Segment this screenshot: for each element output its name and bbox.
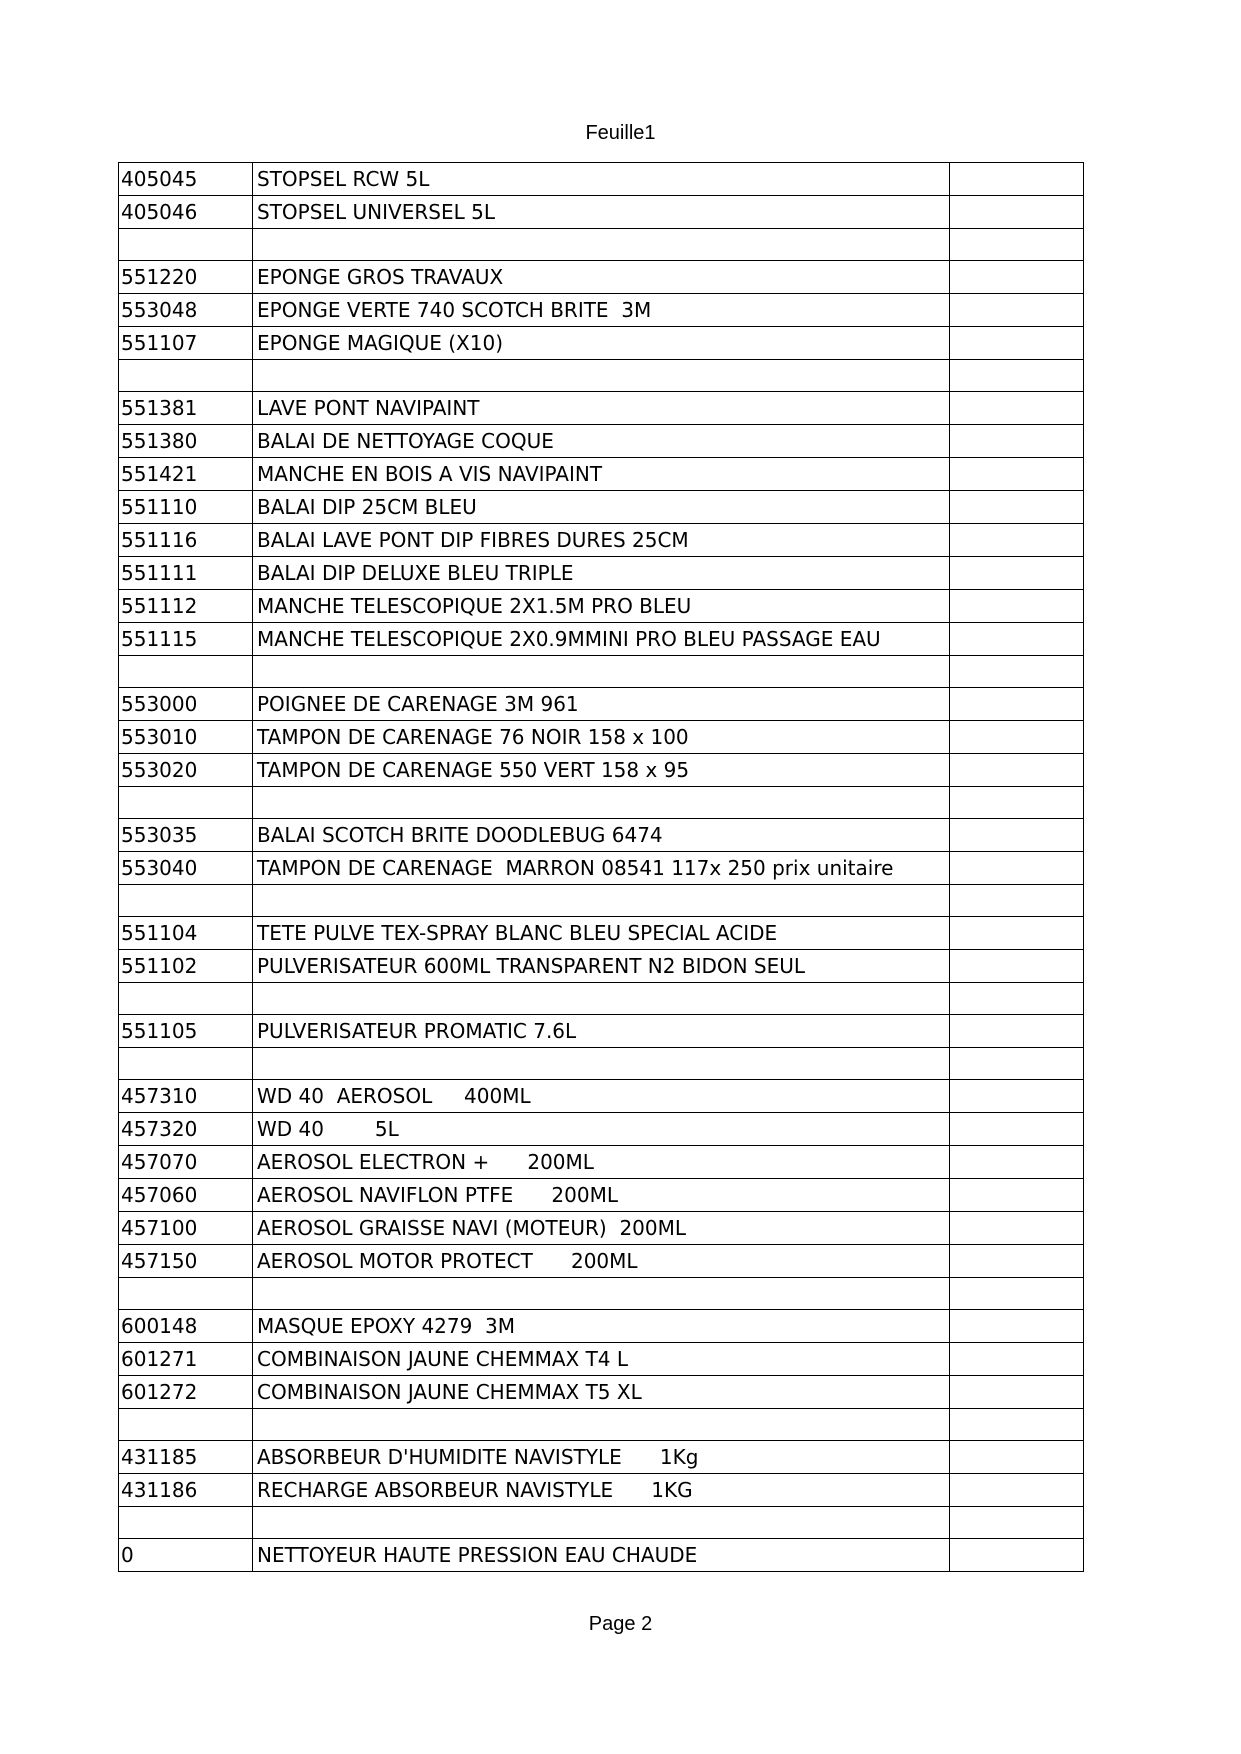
table-row bbox=[119, 1080, 1084, 1113]
product-description-cell: MANCHE TELESCOPIQUE 2X1.5M PRO BLEU bbox=[253, 590, 950, 623]
table-row bbox=[119, 261, 1084, 294]
product-code-cell: 551111 bbox=[119, 557, 253, 590]
product-description-cell: TAMPON DE CARENAGE 76 NOIR 158 x 100 bbox=[253, 721, 950, 754]
product-extra-cell bbox=[950, 163, 1084, 196]
product-description-cell: STOPSEL UNIVERSEL 5L bbox=[253, 196, 950, 229]
table-row bbox=[119, 196, 1084, 229]
product-description-cell bbox=[253, 983, 950, 1015]
product-description-cell: TAMPON DE CARENAGE 550 VERT 158 x 95 bbox=[253, 754, 950, 787]
table-row bbox=[119, 885, 1084, 917]
product-code-cell: 457310 bbox=[119, 1080, 253, 1113]
product-code-cell: 457150 bbox=[119, 1245, 253, 1278]
product-extra-cell bbox=[950, 327, 1084, 360]
product-code-cell: 405045 bbox=[119, 163, 253, 196]
product-extra-cell bbox=[950, 623, 1084, 656]
table-row bbox=[119, 458, 1084, 491]
table-row bbox=[119, 590, 1084, 623]
table-row bbox=[119, 1015, 1084, 1048]
product-description-cell: WD 40 5L bbox=[253, 1113, 950, 1146]
product-extra-cell bbox=[950, 1474, 1084, 1507]
product-extra-cell bbox=[950, 754, 1084, 787]
product-extra-cell bbox=[950, 1441, 1084, 1474]
product-extra-cell bbox=[950, 950, 1084, 983]
sheet-title: Feuille1 bbox=[585, 122, 656, 144]
table-row bbox=[119, 950, 1084, 983]
product-description-cell: BALAI LAVE PONT DIP FIBRES DURES 25CM bbox=[253, 524, 950, 557]
product-code-cell: 551104 bbox=[119, 917, 253, 950]
product-extra-cell bbox=[950, 196, 1084, 229]
table-row bbox=[119, 1441, 1084, 1474]
product-code-cell: 457320 bbox=[119, 1113, 253, 1146]
product-description-cell: POIGNEE DE CARENAGE 3M 961 bbox=[253, 688, 950, 721]
product-extra-cell bbox=[950, 1245, 1084, 1278]
product-description-cell: AEROSOL NAVIFLON PTFE 200ML bbox=[253, 1179, 950, 1212]
product-code-cell: 551115 bbox=[119, 623, 253, 656]
table-row bbox=[119, 1507, 1084, 1539]
table-row bbox=[119, 1539, 1084, 1572]
product-table bbox=[118, 162, 1084, 1572]
table-row bbox=[119, 163, 1084, 196]
table-row bbox=[119, 852, 1084, 885]
product-code-cell: 405046 bbox=[119, 196, 253, 229]
product-description-cell: TAMPON DE CARENAGE MARRON 08541 117x 250 prix unitaire bbox=[253, 852, 950, 885]
product-extra-cell bbox=[950, 656, 1084, 688]
product-code-cell: 457060 bbox=[119, 1179, 253, 1212]
product-extra-cell bbox=[950, 1146, 1084, 1179]
product-code-cell: 553035 bbox=[119, 819, 253, 852]
table-row bbox=[119, 491, 1084, 524]
product-description-cell: BALAI DIP DELUXE BLEU TRIPLE bbox=[253, 557, 950, 590]
product-extra-cell bbox=[950, 392, 1084, 425]
product-description-cell: EPONGE MAGIQUE (X10) bbox=[253, 327, 950, 360]
product-code-cell: 457100 bbox=[119, 1212, 253, 1245]
product-extra-cell bbox=[950, 524, 1084, 557]
product-code-cell bbox=[119, 229, 253, 261]
product-extra-cell bbox=[950, 852, 1084, 885]
table-row bbox=[119, 754, 1084, 787]
product-description-cell: AEROSOL ELECTRON + 200ML bbox=[253, 1146, 950, 1179]
product-code-cell bbox=[119, 1409, 253, 1441]
product-extra-cell bbox=[950, 425, 1084, 458]
table-row bbox=[119, 229, 1084, 261]
table-row bbox=[119, 1278, 1084, 1310]
product-code-cell: 457070 bbox=[119, 1146, 253, 1179]
product-extra-cell bbox=[950, 1179, 1084, 1212]
product-code-cell bbox=[119, 1507, 253, 1539]
product-extra-cell bbox=[950, 917, 1084, 950]
table-row bbox=[119, 425, 1084, 458]
product-code-cell: 553040 bbox=[119, 852, 253, 885]
product-code-cell: 0 bbox=[119, 1539, 253, 1572]
product-extra-cell bbox=[950, 1015, 1084, 1048]
page-footer: Page 2 bbox=[588, 1613, 653, 1635]
product-table-body bbox=[119, 163, 1084, 1572]
table-row bbox=[119, 819, 1084, 852]
product-extra-cell bbox=[950, 229, 1084, 261]
product-description-cell: PULVERISATEUR 600ML TRANSPARENT N2 BIDON SEUL bbox=[253, 950, 950, 983]
product-description-cell: RECHARGE ABSORBEUR NAVISTYLE 1KG bbox=[253, 1474, 950, 1507]
product-extra-cell bbox=[950, 1113, 1084, 1146]
product-code-cell bbox=[119, 885, 253, 917]
product-extra-cell bbox=[950, 557, 1084, 590]
product-code-cell: 551116 bbox=[119, 524, 253, 557]
product-description-cell bbox=[253, 1409, 950, 1441]
product-description-cell: ABSORBEUR D'HUMIDITE NAVISTYLE 1Kg bbox=[253, 1441, 950, 1474]
product-description-cell bbox=[253, 656, 950, 688]
table-row bbox=[119, 983, 1084, 1015]
product-description-cell bbox=[253, 1278, 950, 1310]
table-row bbox=[119, 524, 1084, 557]
table-row bbox=[119, 294, 1084, 327]
product-description-cell bbox=[253, 1507, 950, 1539]
product-description-cell: EPONGE GROS TRAVAUX bbox=[253, 261, 950, 294]
product-description-cell: MANCHE TELESCOPIQUE 2X0.9MMINI PRO BLEU PASSAGE EAU bbox=[253, 623, 950, 656]
product-code-cell bbox=[119, 787, 253, 819]
product-description-cell: MASQUE EPOXY 4279 3M bbox=[253, 1310, 950, 1343]
table-row bbox=[119, 656, 1084, 688]
table-row bbox=[119, 721, 1084, 754]
product-extra-cell bbox=[950, 885, 1084, 917]
product-extra-cell bbox=[950, 1539, 1084, 1572]
product-code-cell: 431185 bbox=[119, 1441, 253, 1474]
product-extra-cell bbox=[950, 688, 1084, 721]
product-description-cell bbox=[253, 229, 950, 261]
table-row bbox=[119, 1310, 1084, 1343]
product-extra-cell bbox=[950, 590, 1084, 623]
product-description-cell: LAVE PONT NAVIPAINT bbox=[253, 392, 950, 425]
product-code-cell: 553000 bbox=[119, 688, 253, 721]
product-code-cell: 431186 bbox=[119, 1474, 253, 1507]
product-extra-cell bbox=[950, 1343, 1084, 1376]
product-extra-cell bbox=[950, 1278, 1084, 1310]
product-description-cell: COMBINAISON JAUNE CHEMMAX T5 XL bbox=[253, 1376, 950, 1409]
product-code-cell: 601272 bbox=[119, 1376, 253, 1409]
table-row bbox=[119, 787, 1084, 819]
product-code-cell bbox=[119, 1048, 253, 1080]
product-extra-cell bbox=[950, 1212, 1084, 1245]
product-description-cell bbox=[253, 787, 950, 819]
table-row bbox=[119, 327, 1084, 360]
table-row bbox=[119, 688, 1084, 721]
product-description-cell: EPONGE VERTE 740 SCOTCH BRITE 3M bbox=[253, 294, 950, 327]
product-code-cell: 551102 bbox=[119, 950, 253, 983]
product-code-cell: 553020 bbox=[119, 754, 253, 787]
product-description-cell: TETE PULVE TEX-SPRAY BLANC BLEU SPECIAL ACIDE bbox=[253, 917, 950, 950]
product-code-cell: 551105 bbox=[119, 1015, 253, 1048]
product-extra-cell bbox=[950, 261, 1084, 294]
product-extra-cell bbox=[950, 1310, 1084, 1343]
table-row bbox=[119, 1146, 1084, 1179]
table-row bbox=[119, 1474, 1084, 1507]
product-code-cell: 551107 bbox=[119, 327, 253, 360]
table-row bbox=[119, 557, 1084, 590]
product-extra-cell bbox=[950, 294, 1084, 327]
product-code-cell: 551110 bbox=[119, 491, 253, 524]
product-description-cell: NETTOYEUR HAUTE PRESSION EAU CHAUDE bbox=[253, 1539, 950, 1572]
product-extra-cell bbox=[950, 1376, 1084, 1409]
product-code-cell bbox=[119, 656, 253, 688]
product-description-cell bbox=[253, 885, 950, 917]
product-description-cell: BALAI DIP 25CM BLEU bbox=[253, 491, 950, 524]
product-description-cell bbox=[253, 360, 950, 392]
product-extra-cell bbox=[950, 721, 1084, 754]
product-code-cell: 600148 bbox=[119, 1310, 253, 1343]
product-extra-cell bbox=[950, 787, 1084, 819]
product-description-cell: BALAI SCOTCH BRITE DOODLEBUG 6474 bbox=[253, 819, 950, 852]
table-row bbox=[119, 1343, 1084, 1376]
product-code-cell: 551380 bbox=[119, 425, 253, 458]
product-extra-cell bbox=[950, 458, 1084, 491]
product-code-cell bbox=[119, 360, 253, 392]
product-description-cell: COMBINAISON JAUNE CHEMMAX T4 L bbox=[253, 1343, 950, 1376]
product-extra-cell bbox=[950, 819, 1084, 852]
product-code-cell: 551381 bbox=[119, 392, 253, 425]
product-extra-cell bbox=[950, 491, 1084, 524]
table-row bbox=[119, 1245, 1084, 1278]
product-description-cell: AEROSOL GRAISSE NAVI (MOTEUR) 200ML bbox=[253, 1212, 950, 1245]
table-row bbox=[119, 1113, 1084, 1146]
product-code-cell bbox=[119, 983, 253, 1015]
product-code-cell bbox=[119, 1278, 253, 1310]
table-row bbox=[119, 623, 1084, 656]
product-extra-cell bbox=[950, 1409, 1084, 1441]
table-row bbox=[119, 1179, 1084, 1212]
table-row bbox=[119, 1409, 1084, 1441]
product-description-cell: BALAI DE NETTOYAGE COQUE bbox=[253, 425, 950, 458]
product-extra-cell bbox=[950, 1048, 1084, 1080]
table-row bbox=[119, 1376, 1084, 1409]
product-description-cell: AEROSOL MOTOR PROTECT 200ML bbox=[253, 1245, 950, 1278]
product-code-cell: 551112 bbox=[119, 590, 253, 623]
product-extra-cell bbox=[950, 983, 1084, 1015]
product-code-cell: 601271 bbox=[119, 1343, 253, 1376]
table-row bbox=[119, 1212, 1084, 1245]
product-extra-cell bbox=[950, 1080, 1084, 1113]
product-extra-cell bbox=[950, 1507, 1084, 1539]
product-code-cell: 553048 bbox=[119, 294, 253, 327]
table-row bbox=[119, 360, 1084, 392]
product-description-cell bbox=[253, 1048, 950, 1080]
product-description-cell: PULVERISATEUR PROMATIC 7.6L bbox=[253, 1015, 950, 1048]
product-code-cell: 551421 bbox=[119, 458, 253, 491]
table-row bbox=[119, 917, 1084, 950]
product-code-cell: 553010 bbox=[119, 721, 253, 754]
table-row bbox=[119, 1048, 1084, 1080]
product-extra-cell bbox=[950, 360, 1084, 392]
table-row bbox=[119, 392, 1084, 425]
product-code-cell: 551220 bbox=[119, 261, 253, 294]
product-description-cell: MANCHE EN BOIS A VIS NAVIPAINT bbox=[253, 458, 950, 491]
product-description-cell: STOPSEL RCW 5L bbox=[253, 163, 950, 196]
product-description-cell: WD 40 AEROSOL 400ML bbox=[253, 1080, 950, 1113]
